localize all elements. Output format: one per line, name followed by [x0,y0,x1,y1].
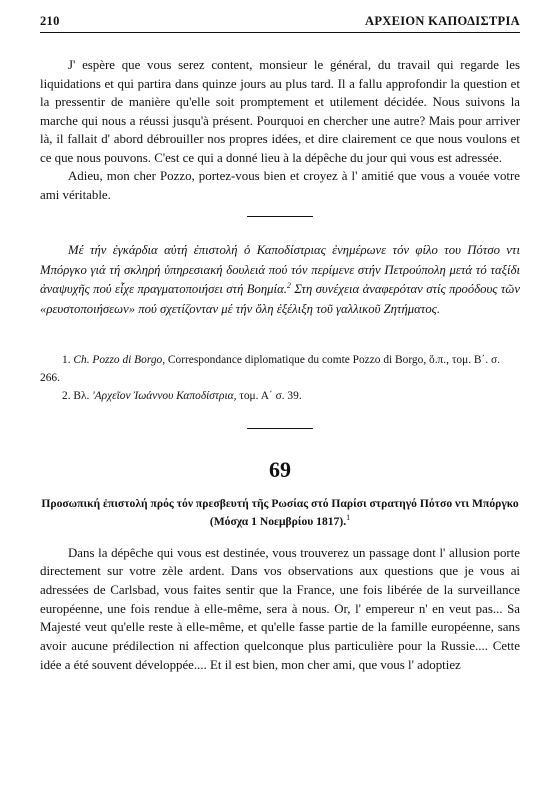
document-date [40,513,520,531]
footnote-prefix: Βλ. [73,390,93,402]
french-paragraph: J' espère que vous serez content, monsieur le général, du travail qui regarde les liquidations et qui partira dans quinze jours au plus tard. Il a fallu approfondir la question et la pressentir de manière qu'elle soit promptement et utilement décidée. Nous suivons la marche qui nous a réussi jusqu'à présent. Pourquoi en chercher une autre? Mais pour arriver là, il fallait d' abord débrouiller nos propres idées, et dire clairement ce que nous voulons et ce que nous pouvons. C'est ce qui a donné lieu à la dépêche du jour qui vous est adressée. [40,58,520,165]
footnote-ref: 2 [286,280,291,290]
footnote-author: Ch. Pozzo di Borgo, [73,354,166,366]
footnote-text: τομ. Α΄ σ. 39. [236,390,302,402]
footnote-number: 2. [62,390,71,402]
book-page [40,14,520,674]
greek-commentary [40,241,520,319]
letter-paragraph: Dans la dépêche qui vous est destinée, vous trouverez un passage dont l' allusion porte directement sur votre zèle ardent. Dans vos observations aux questions que je vous ai adressées de Carlsbad, vous faites sentir que la France, une fois libérée de la surveillance européenne, une fois rendue à elle-même, sera à nous. Or, l' empereur n' en veut pas... Sa Majesté veut qu'elle reste à elle-même, et qu'elle fasse partie de la famille européenne, sans avoir aucune prédilection ni affection quelconque plus particulière pour la Russie.... Cette idée a été souvent développée.... Et il est bien, mon cher ami, que vous l' adoptiez [40,545,520,672]
footnote-number: 1. [62,354,71,366]
section-divider [247,216,313,217]
page-header [40,14,520,33]
section-divider [247,428,313,429]
running-title: ΑΡΧΕΙΟΝ ΚΑΠΟΔΙΣΤΡΙΑ [365,14,520,28]
document-title: Προσωπική ἐπιστολή πρός τόν πρεσβευτή τῆς Ρωσίας στό Παρίσι στρατηγό Πότσο ντι Μπόργκο [41,497,519,510]
greek-paragraph [40,241,520,319]
footnote-2 [40,387,520,405]
footnotes [40,351,520,405]
greek-text: Μέ τήν ἐγκάρδια αὐτή ἐπιστολή ὁ Καποδίστριας ἐνημέρωνε τόν φίλο του Πότσο ντι Μπόργκο γιά τή σκληρή ὑπηρεσιακή δουλειά πού τόν περίμενε στήν Πετρούπολη μετά τό ταξίδι ἀναψυχῆς πού εἶχε πραγματοποιήσει στή Βοημία. [40,243,520,296]
footnote-title: 'Αρχεῖον Ἰωάννου Καποδίστρια, [92,390,237,402]
french-letter-ending [40,56,520,204]
greek-text-continued: Στη συνέχεια ἀναφερόταν στίς προόδους τῶν «ρευστοποιήσεων» πού σχετίζονταν μέ τήν ὅλη ἐξέλιξη τοῦ γαλλικοῦ Ζητήματος. [40,282,520,316]
french-closing-paragraph: Adieu, mon cher Pozzo, portez-vous bien et croyez à l' amitié que vous a vouée votre ami véritable. [40,169,520,202]
footnote-ref: 1 [346,512,351,522]
document-body [40,544,520,675]
document-date-text: (Μόσχα 1 Νοεμβρίου 1817). [209,514,347,528]
page-number: 210 [40,14,60,28]
document-number: 69 [269,457,291,482]
footnote-text: Correspondance diplomatique du comte Pozzo di Borgo, ὅ.π., τομ. Β΄. σ. 266. [40,354,501,384]
footnote-1 [40,351,520,387]
